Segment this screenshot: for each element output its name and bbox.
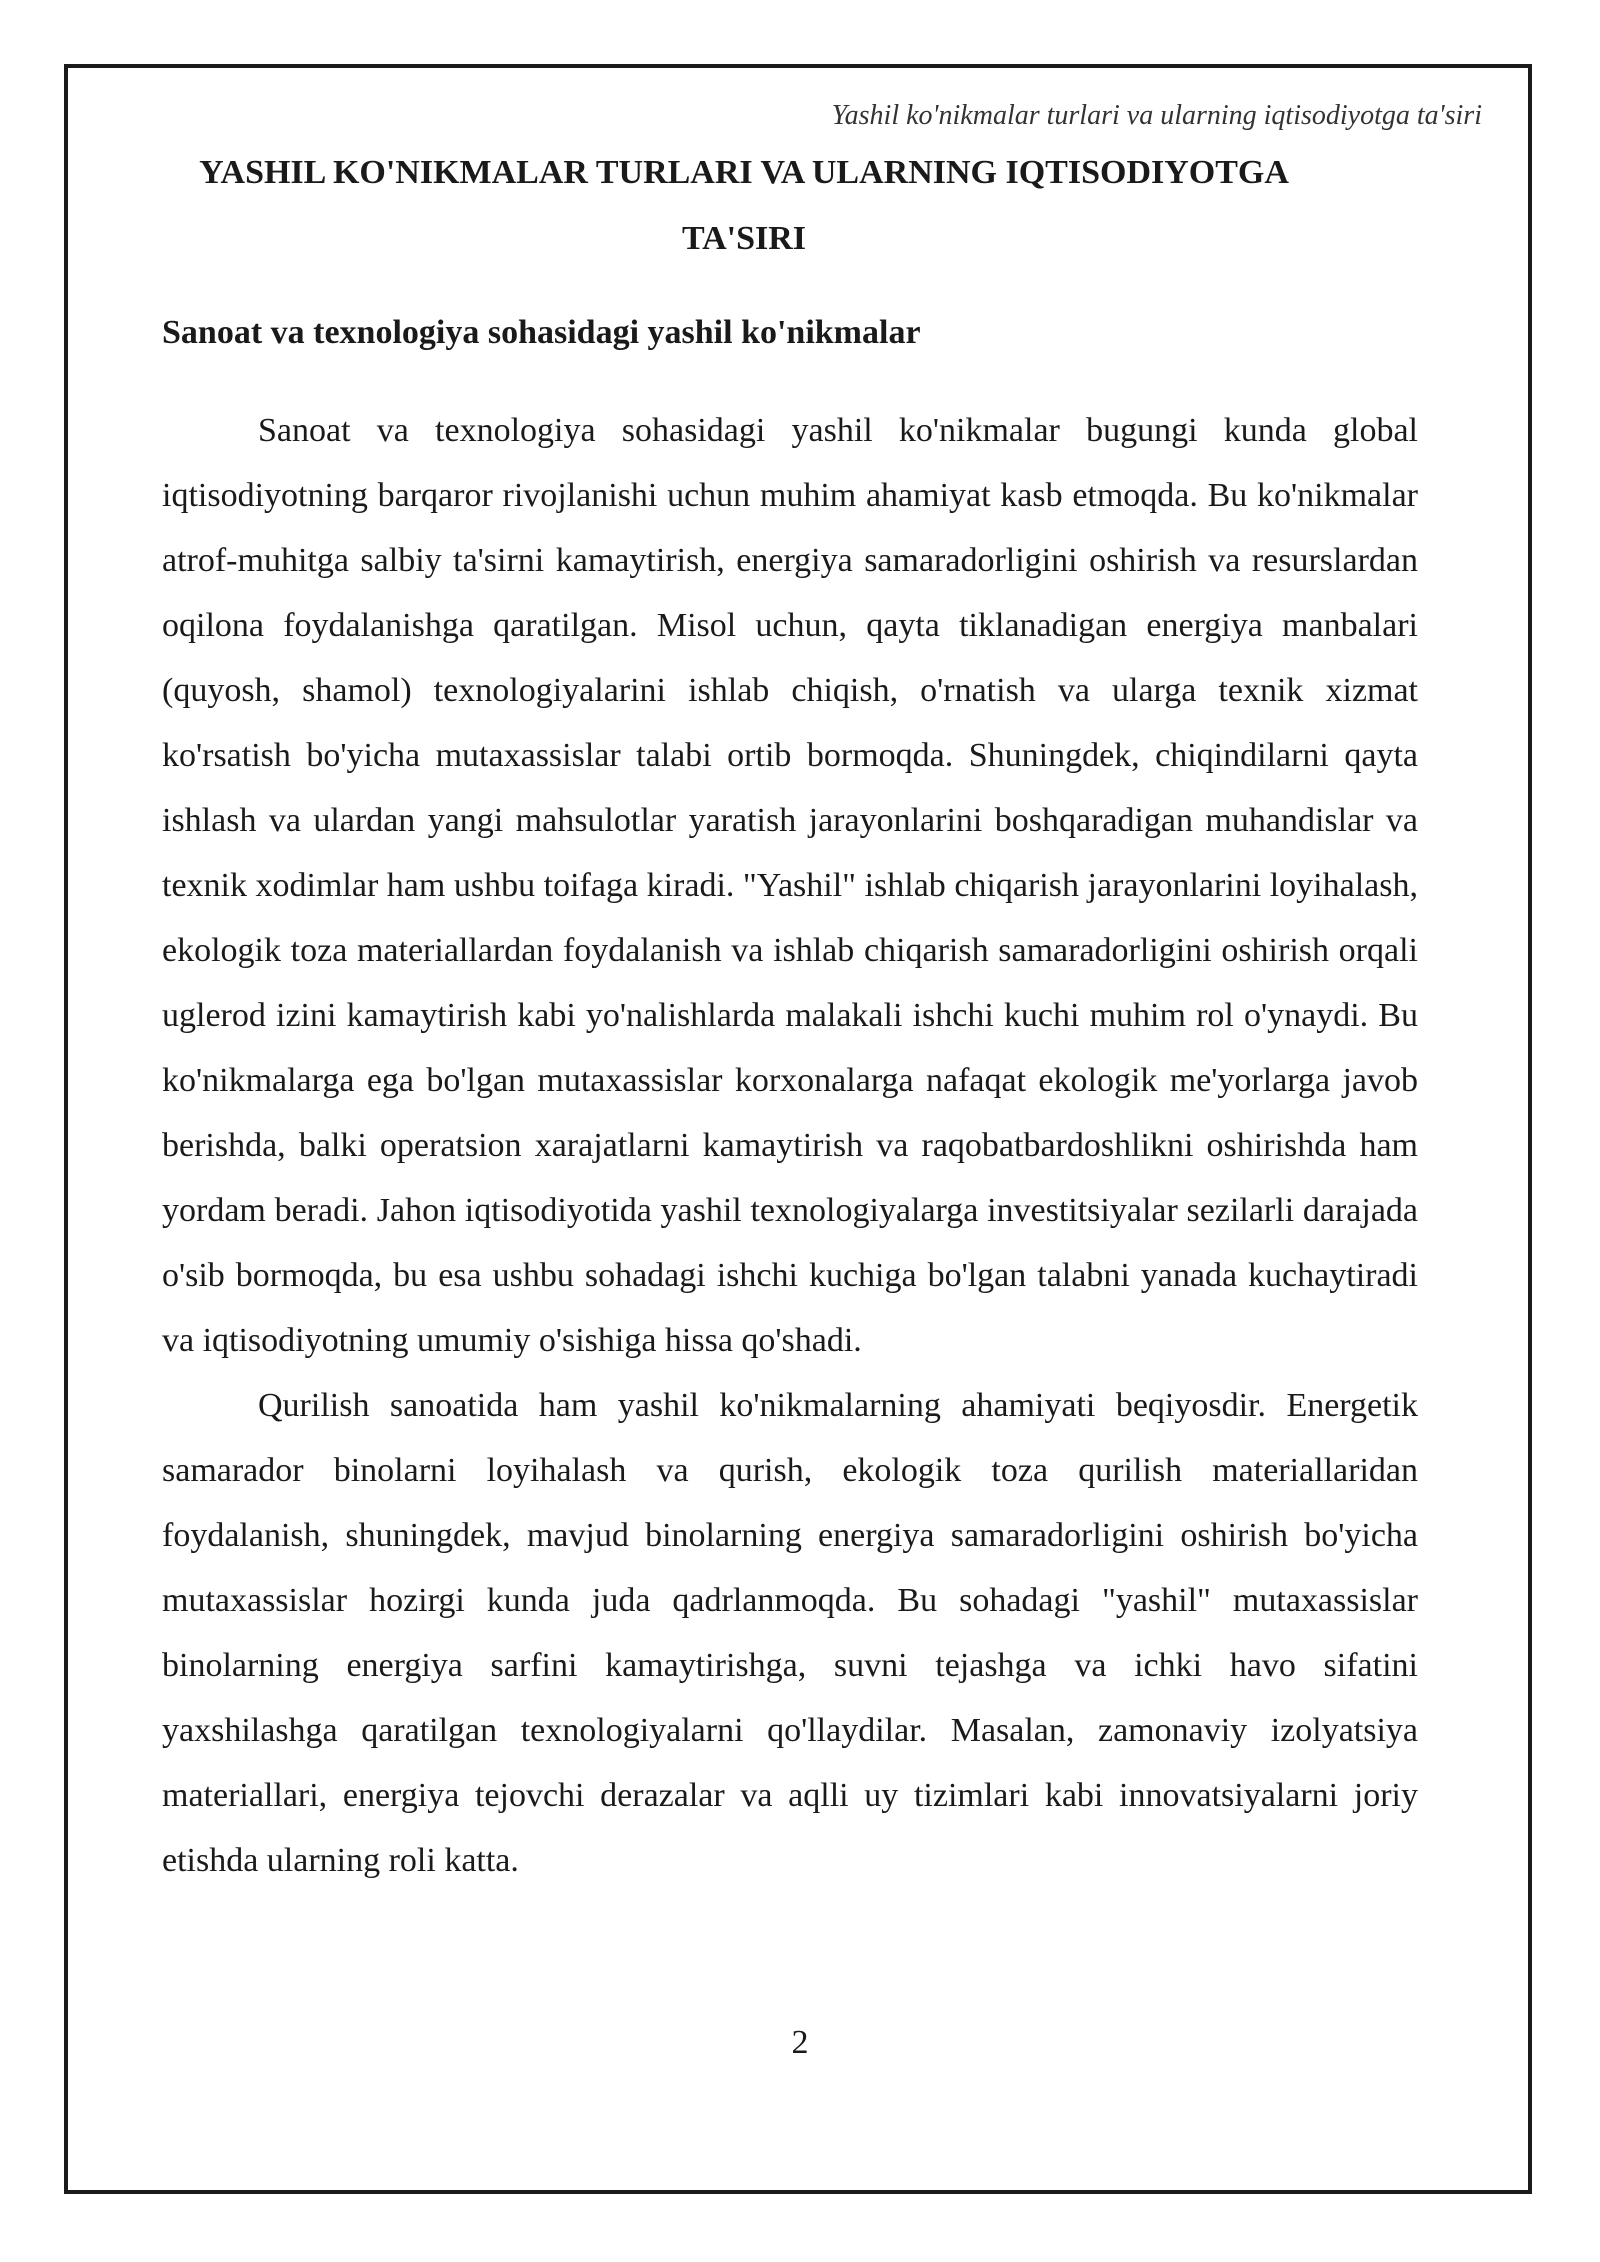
paragraph-2: Qurilish sanoatida ham yashil ko'nikmalarning ahamiyati beqiyosdir. Energetik samarador binolarni loyihalash va qurish, ekologik toza qurilish materiallaridan foydalanish, shuningdek, mavjud binolarning energiya samaradorligini oshirish bo'yicha mutaxassislar hozirgi kunda juda qadrlanmoqda. Bu sohadagi "yashil" mutaxassislar binolarning energiya sarfini kamaytirishga, suvni tejashga va ichki havo sifatini yaxshilashga qaratilgan texnologiyalarni qo'llaydilar. Masalan, zamonaviy izolyatsiya materiallari, energiya tejovchi derazalar va aqlli uy tizimlari kabi innovatsiyalarni joriy etishda ularning roli katta. [162,1387,1418,1879]
body-text [162,398,1418,1893]
paragraph-1: Sanoat va texnologiya sohasidagi yashil ko'nikmalar bugungi kunda global iqtisodiyotning barqaror rivojlanishi uchun muhim ahamiyat kasb etmoqda. Bu ko'nikmalar atrof-muhitga salbiy ta'sirni kamaytirish, energiya samaradorligini oshirish va resurslardan oqilona foydalanishga qaratilgan. Misol uchun, qayta tiklanadigan energiya manbalari (quyosh, shamol) texnologiyalarini ishlab chiqish, o'rnatish va ularga texnik xizmat ko'rsatish bo'yicha mutaxassislar talabi ortib bormoqda. Shuningdek, chiqindilarni qayta ishlash va ulardan yangi mahsulotlar yaratish jarayonlarini boshqaradigan muhandislar va texnik xodimlar ham ushbu toifaga kiradi. "Yashil" ishlab chiqarish jarayonlarini loyihalash, ekologik toza materiallardan foydalanish va ishlab chiqarish samaradorligini oshirish orqali uglerod izini kamaytirish kabi yo'nalishlarda malakali ishchi kuchi muhim rol o'ynaydi. Bu ko'nikmalarga ega bo'lgan mutaxassislar korxonalarga nafaqat ekologik me'yorlarga javob berishda, balki operatsion xarajatlarni kamaytirish va raqobatbardoshlikni oshirishda ham yordam beradi. Jahon iqtisodiyotida yashil texnologiyalarga investitsiyalar sezilarli darajada o'sib bormoqda, bu esa ushbu sohadagi ishchi kuchiga bo'lgan talabni yanada kuchaytiradi va iqtisodiyotning umumiy o'sishiga hissa qo'shadi. [162,412,1418,1359]
document-title: YASHIL KO'NIKMALAR TURLARI VA ULARNING IQTISODIYOTGA TA'SIRI [199,154,1289,257]
running-header: Yashil ko'nikmalar turlari va ularning iqtisodiyotga ta'siri [831,100,1482,131]
page-number: 2 [791,2024,809,2061]
section-heading: Sanoat va texnologiya sohasidagi yashil ko'nikmalar [162,314,921,351]
